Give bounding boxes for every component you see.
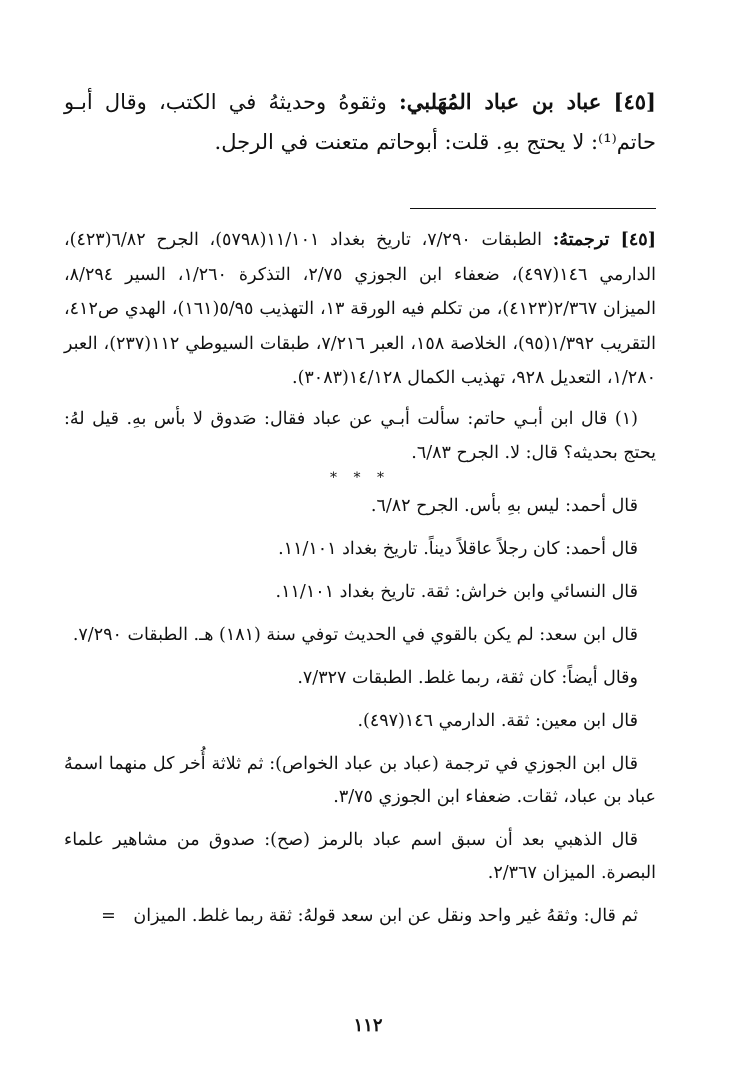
biography-paragraph (64, 223, 656, 396)
quote-item: قال الذهبي بعد أن سبق اسم عباد بالرمز (صح): صدوق من مشاهير علماء البصرة. الميزان ٢/٣٦٧. (64, 829, 656, 883)
page-body (64, 82, 656, 943)
entry-name: عباد بن عباد المُهَلبي: (399, 89, 602, 114)
section-separator: * * * (330, 469, 390, 486)
quote-item: قال أحمد: كان رجلاً عاقلاً ديناً. تاريخ بغداد ١١/١٠١. (278, 538, 638, 559)
last-quote-line (64, 900, 656, 933)
footnote-divider (410, 208, 656, 209)
quote-item: وقال أيضاً: كان ثقة، ربما غلط. الطبقات ٧/٣٢٧. (297, 667, 638, 688)
quote-item: قال أحمد: ليس بهِ بأس. الجرح ٦/٨٢. (370, 495, 638, 516)
quote-item: قال ابن سعد: لم يكن بالقوي في الحديث توفي سنة (١٨١) هـ. الطبقات ٧/٢٩٠. (72, 624, 638, 645)
entry-paragraph (64, 82, 656, 162)
biography-text: الطبقات ٧/٢٩٠، تاريخ بغداد ١١/١٠١(٥٧٩٨)، الجرح ٦/٨٢(٤٢٣)، الدارمي ١٤٦(٤٩٧)، ضعفاء ابن الجوزي ٢/٧٥، التذكرة ١/٢٦٠، السير ٨/٢٩٤، الميزان ٢/٣٦٧(٤١٢٣)، من تكلم فيه الورقة ١٣، التهذيب ٥/٩٥(١٦١)، الهدي ص٤١٢، التقريب ١/٣٩٢(٩٥)، الخلاصة ١٥٨، العبر ٧/٢١٦، طبقات السيوطي ١١٢(٢٣٧)، العبر ١/٢٨٠، التعديل ٩٢٨، تهذيب الكمال ١٤/١٢٨(٣٠٨٣). (64, 230, 656, 388)
biography-label: [٤٥] ترجمتهُ: (552, 230, 656, 250)
entry-text: وثقوهُ وحديثهُ في الكتب، وقال أبـو حاتم⁽¹⁾: لا يحتج بهِ. قلت: أبوحاتم متعنت في الرجل. (64, 90, 656, 154)
last-quote-text: ثم قال: وثقهُ غير واحد ونقل عن ابن سعد قولهُ: ثقة ربما غلط. الميزان (133, 905, 638, 926)
quote-item: قال النسائي وابن خراش: ثقة. تاريخ بغداد ١١/١٠١. (275, 581, 638, 602)
entry-number: [٤٥] (613, 89, 656, 114)
quote-item: قال ابن معين: ثقة. الدارمي ١٤٦(٤٩٧). (357, 710, 638, 731)
footnote-text: (١) قال ابن أبـي حاتم: سألت أبـي عن عباد فقال: صَدوق لا بأس بهِ. قيل لهُ: يحتج بحديثه؟ قال: لا. الجرح ٦/٨٣. (64, 408, 656, 463)
quote-item: قال ابن الجوزي في ترجمة (عباد بن عباد الخواص): ثم ثلاثة أُخر كل منهما اسمهُ عباد بن عباد، ثقات. ضعفاء ابن الجوزي ٣/٧٥. (64, 753, 656, 807)
page-number: ١١٢ (353, 1015, 383, 1036)
continuation-mark: = (101, 905, 116, 926)
